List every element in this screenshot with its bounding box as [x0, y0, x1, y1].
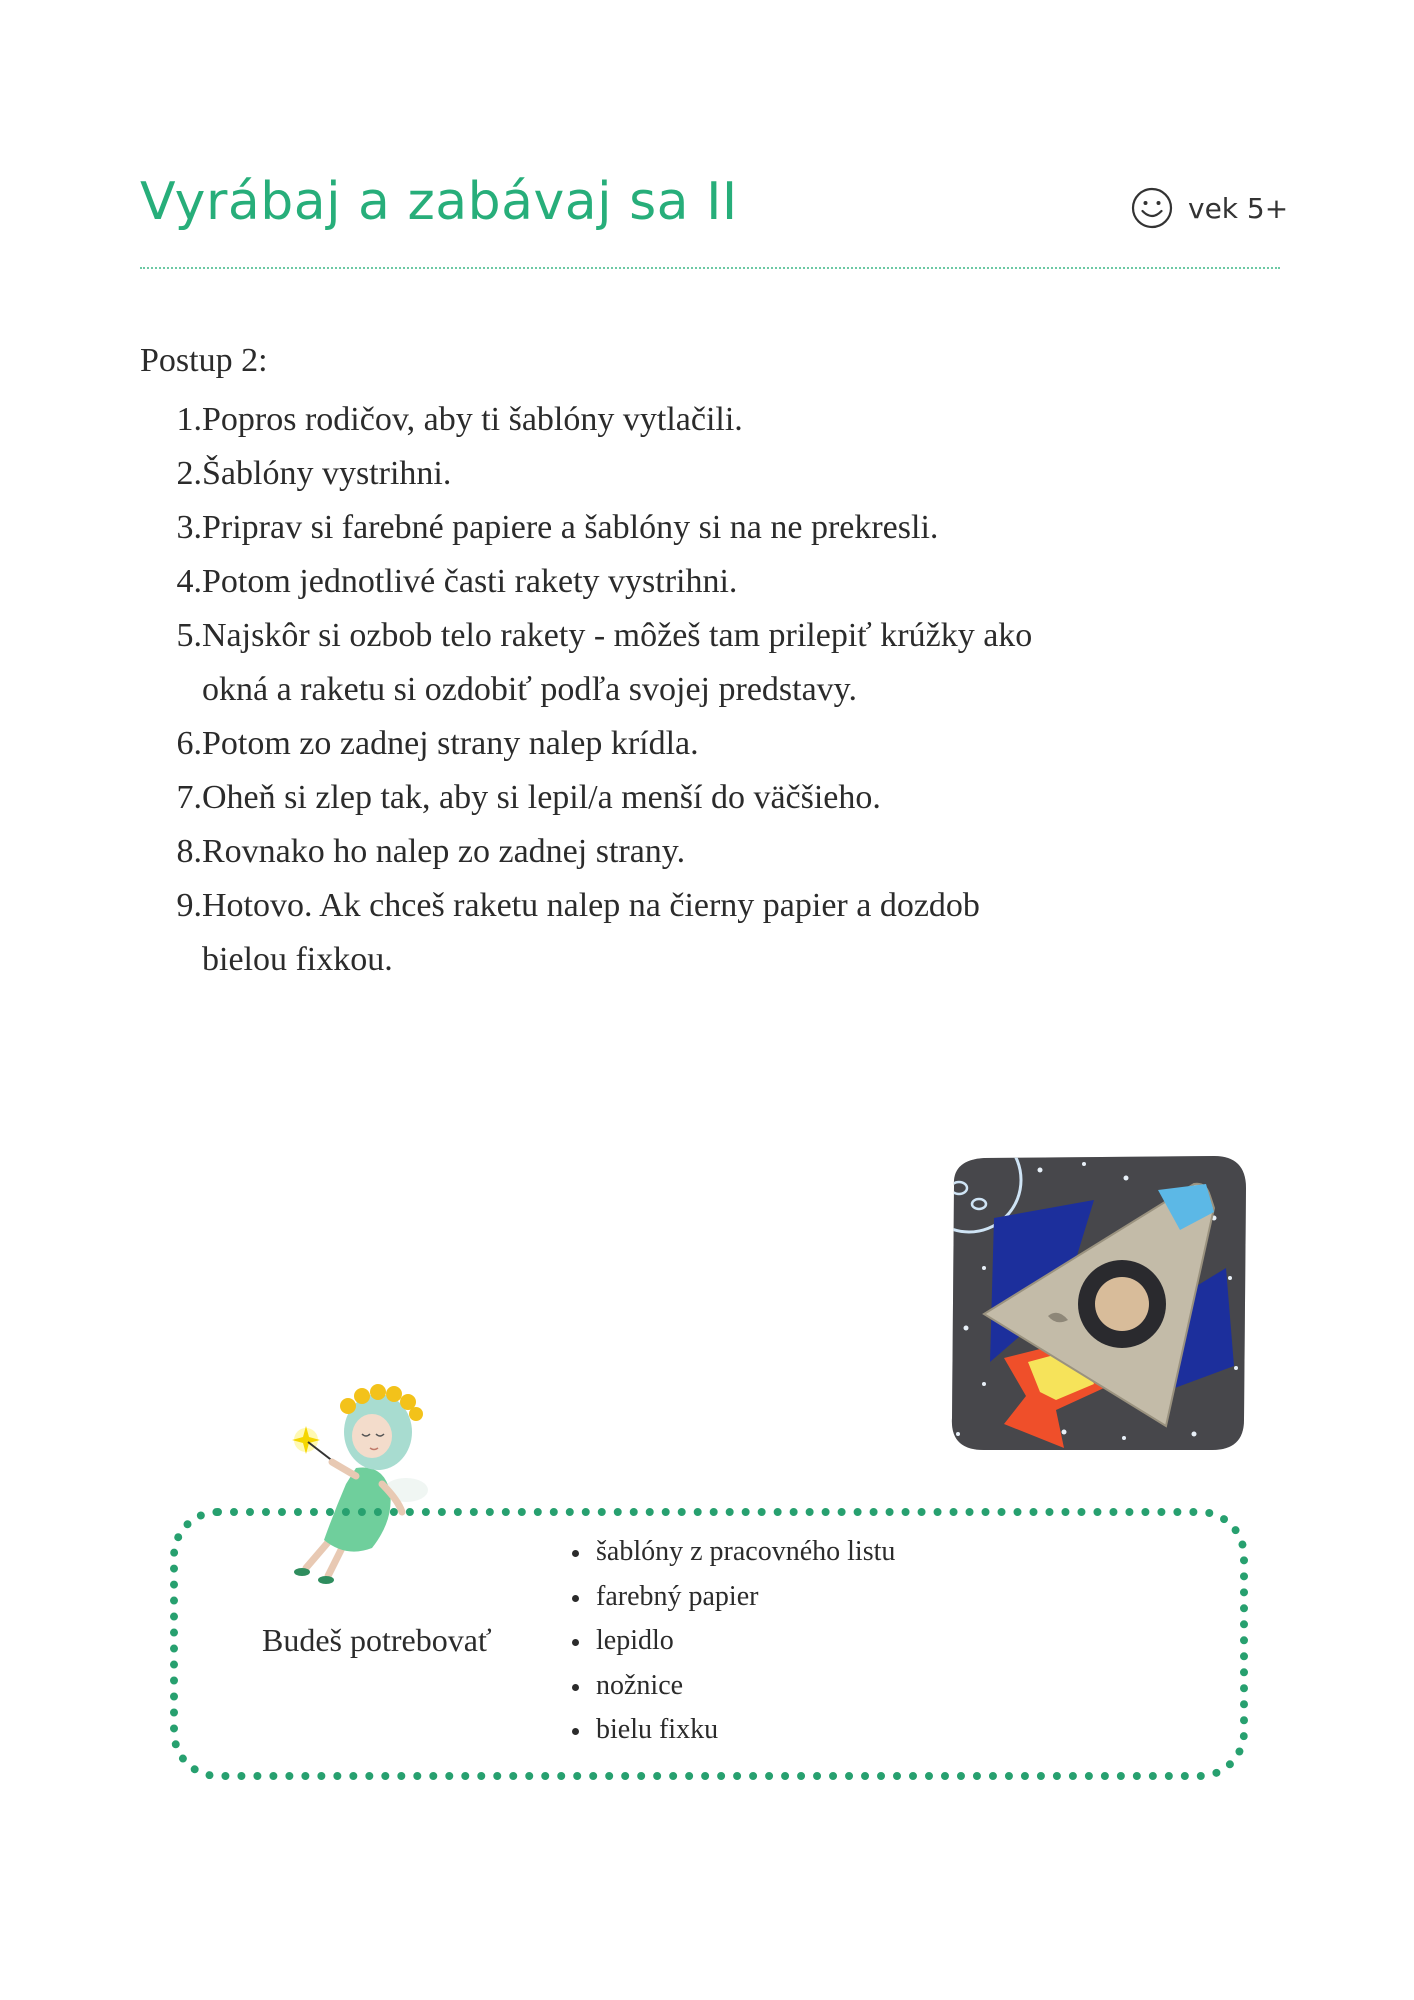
step-number: 9. [176, 887, 202, 924]
step-number: 1. [176, 401, 202, 438]
step-number: 8. [176, 833, 202, 870]
step-text: Potom jednotlivé časti rakety vystrihni. [202, 563, 738, 600]
materials-item: šablóny z pracovného listu [568, 1530, 895, 1575]
step-text: Popros rodičov, aby ti šablóny vytlačili. [202, 401, 743, 438]
page-title: Vyrábaj a zabávaj sa II [140, 172, 738, 232]
materials-list [568, 1530, 895, 1753]
step-item [140, 609, 1040, 717]
step-text: Rovnako ho nalep zo zadnej strany. [202, 833, 686, 870]
age-indicator [1130, 186, 1288, 230]
sparkle-icon [292, 1426, 320, 1454]
step-text: Najskôr si ozbob telo rakety - môžeš tam prilepiť krúžky ako okná a raketu si ozdobiť podľa svojej predstavy. [202, 617, 1033, 708]
steps-list [140, 393, 1040, 987]
step-number: 5. [176, 617, 202, 654]
step-item [140, 393, 1040, 447]
step-item [140, 501, 1040, 555]
step-number: 7. [176, 779, 202, 816]
step-text: Šablóny vystrihni. [202, 455, 452, 492]
step-number: 4. [176, 563, 202, 600]
age-label: vek 5+ [1188, 191, 1289, 225]
step-item [140, 771, 1040, 825]
step-number: 6. [176, 725, 202, 762]
materials-item: nožnice [568, 1664, 895, 1709]
step-item [140, 555, 1040, 609]
header-divider [140, 267, 1280, 269]
step-number: 3. [176, 509, 202, 546]
step-text: Hotovo. Ak chceš raketu nalep na čierny papier a dozdob bielou fixkou. [202, 887, 980, 978]
materials-item: bielu fixku [568, 1708, 895, 1753]
step-number: 2. [176, 455, 202, 492]
materials-label: Budeš potrebovať [262, 1622, 492, 1658]
steps-heading: Postup 2: [140, 342, 268, 379]
step-text: Potom zo zadnej strany nalep krídla. [202, 725, 699, 762]
smiley-icon [1130, 186, 1174, 230]
step-item [140, 447, 1040, 501]
step-item [140, 825, 1040, 879]
rocket-collage-image [944, 1148, 1254, 1458]
step-text: Priprav si farebné papiere a šablóny si na ne prekresli. [202, 509, 939, 546]
step-item [140, 879, 1040, 987]
step-item [140, 717, 1040, 771]
materials-item: farebný papier [568, 1575, 895, 1620]
materials-item: lepidlo [568, 1619, 895, 1664]
step-text: Oheň si zlep tak, aby si lepil/a menší do väčšieho. [202, 779, 881, 816]
